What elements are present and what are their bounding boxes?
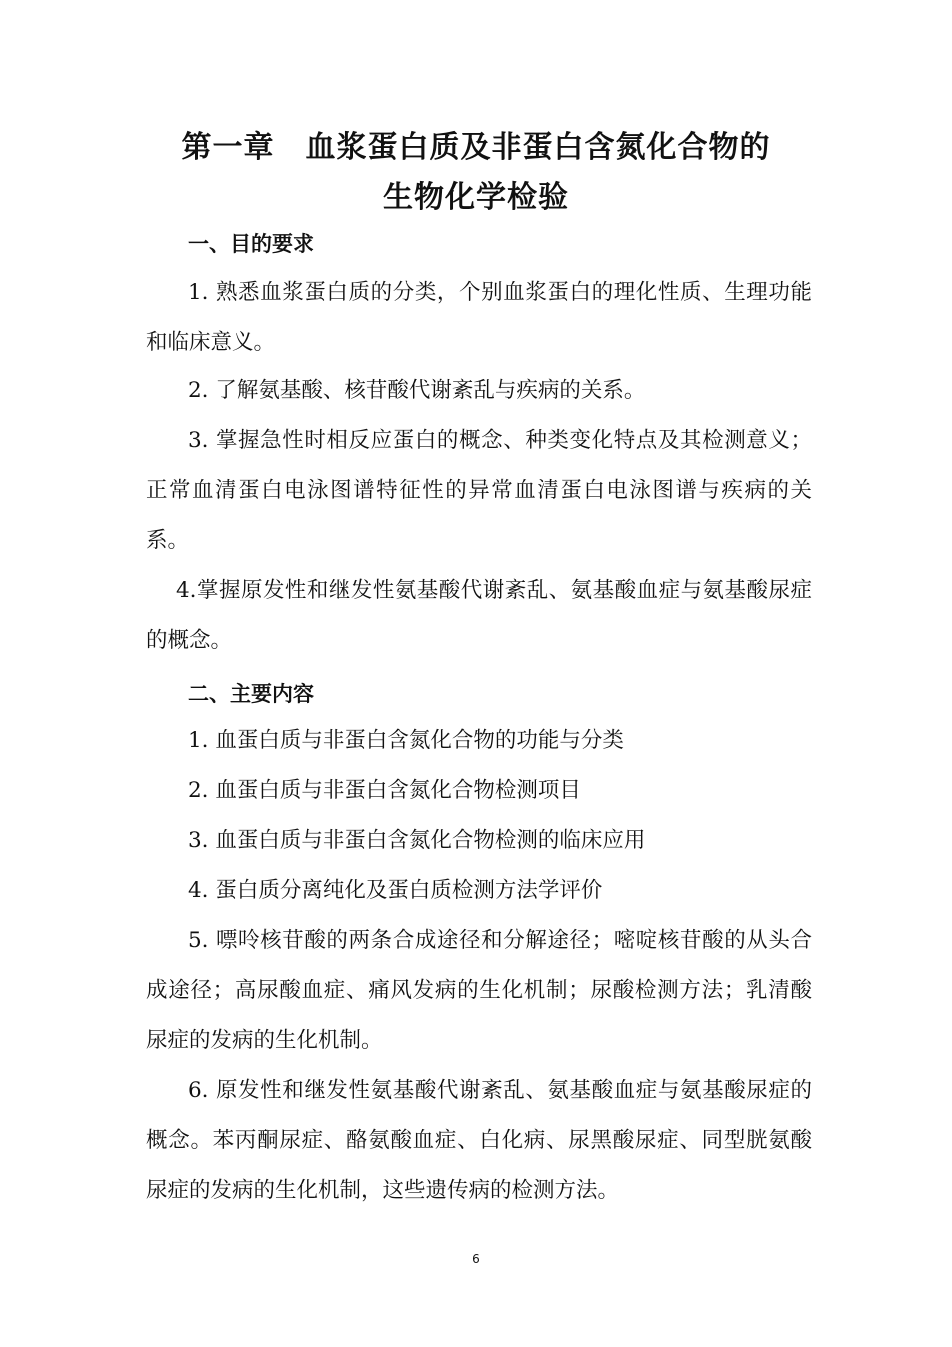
objective-item-3: 3. 掌握急性时相反应蛋白的概念、种类变化特点及其检测意义；正常血清蛋白电泳图谱特征性的异常血清蛋白电泳图谱与疾病的关系。 xyxy=(146,428,812,553)
objective-item-2: 2. 了解氨基酸、核苷酸代谢紊乱与疾病的关系。 xyxy=(188,378,646,403)
section-heading-objectives: 一、目的要求 xyxy=(188,232,314,256)
content-item-1: 1. 血蛋白质与非蛋白含氮化合物的功能与分类 xyxy=(188,728,624,753)
content-item-6: 6. 原发性和继发性氨基酸代谢紊乱、氨基酸血症与氨基酸尿症的概念。苯丙酮尿症、酪氨酸血症、白化病、尿黑酸尿症、同型胱氨酸尿症的发病的生化机制，这些遗传病的检测方法。 xyxy=(146,1078,812,1203)
chapter-title-line2: 生物化学检验 xyxy=(383,180,569,215)
chapter-title-line1: 第一章 血浆蛋白质及非蛋白含氮化合物的 xyxy=(181,130,771,165)
content-item-2: 2. 血蛋白质与非蛋白含氮化合物检测项目 xyxy=(188,778,581,803)
objective-item-4: 4.掌握原发性和继发性氨基酸代谢紊乱、氨基酸血症与氨基酸尿症的概念。 xyxy=(146,578,812,653)
content-item-3: 3. 血蛋白质与非蛋白含氮化合物检测的临床应用 xyxy=(188,828,646,853)
page-number: 6 xyxy=(472,1252,480,1266)
objective-item-1: 1. 熟悉血浆蛋白质的分类，个别血浆蛋白的理化性质、生理功能和临床意义。 xyxy=(146,280,812,355)
content-item-5: 5. 嘌呤核苷酸的两条合成途径和分解途径；嘧啶核苷酸的从头合成途径；高尿酸血症、痛风发病的生化机制；尿酸检测方法；乳清酸尿症的发病的生化机制。 xyxy=(146,928,812,1053)
section-heading-main-content: 二、主要内容 xyxy=(188,682,314,706)
content-item-4: 4. 蛋白质分离纯化及蛋白质检测方法学评价 xyxy=(188,878,603,903)
